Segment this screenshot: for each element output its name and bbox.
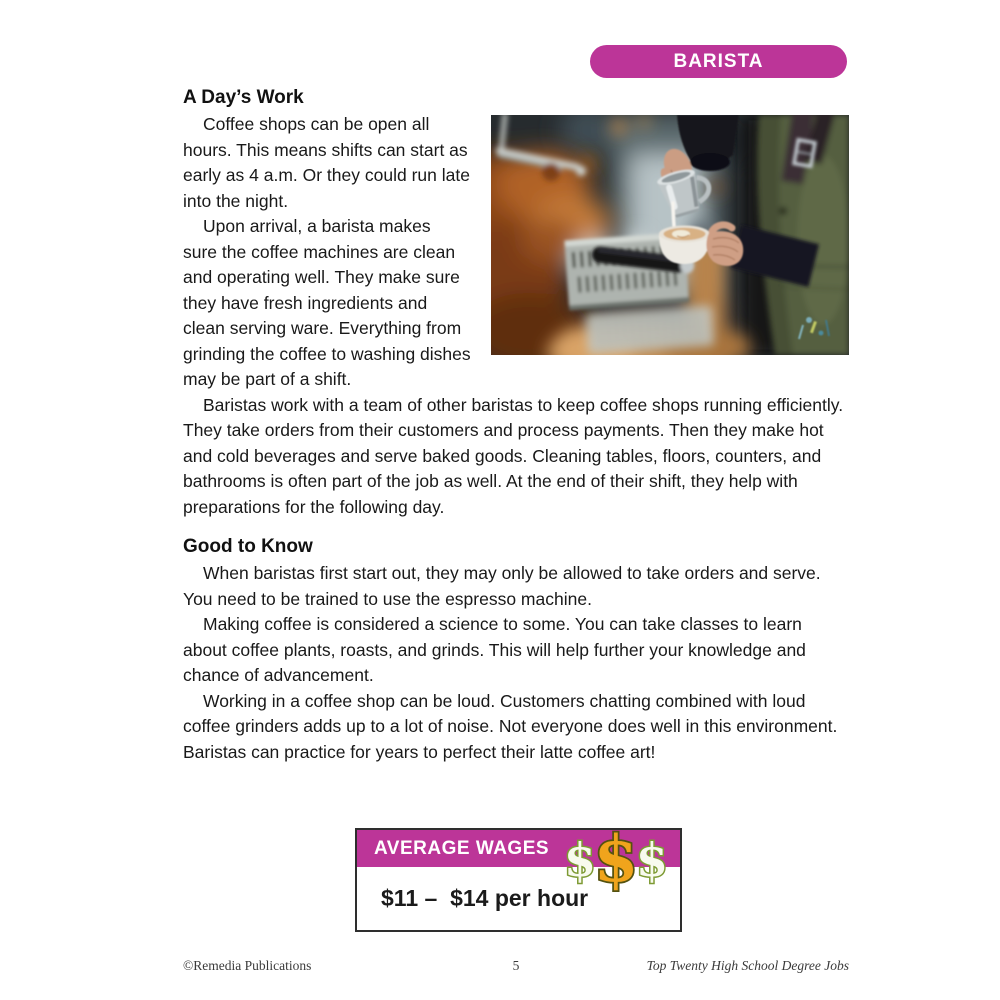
dollar-sign-glyph: $: [563, 833, 597, 887]
barista-photo-illustration: [491, 115, 849, 355]
text-line: Baristas can practice for years to perfect their latte coffee art!: [183, 741, 656, 762]
text-line: Baristas work with a team of other baristas to keep coffee shops running efficiently.: [203, 394, 844, 415]
text-line: coffee grinders adds up to a lot of noise. Not everyone does well in this environment.: [183, 716, 838, 736]
text-line: bathrooms is often part of the job as well. At the end of their shift, they help with: [183, 471, 798, 491]
text-line: Upon arrival, a barista makes: [203, 216, 431, 236]
paragraph: [183, 689, 849, 766]
page-footer: [183, 958, 849, 976]
job-title-label: BARISTA: [673, 50, 764, 72]
text-line: they have fresh ingredients and: [183, 292, 428, 313]
text-line: preparations for the following day.: [183, 496, 445, 517]
text-line: and cold beverages and serve baked goods. Cleaning tables, floors, counters, and: [183, 445, 822, 466]
average-wages-header: [357, 822, 680, 897]
text-line: Working in a coffee shop can be loud. Customers chatting combined with loud: [203, 690, 806, 711]
dollar-sign-glyph: $: [593, 822, 639, 897]
section-heading-good-to-know: Good to Know: [183, 536, 313, 557]
text-line: They take orders from their customers and process payments. Then they make hot: [183, 420, 824, 440]
dollar-sign-glyph: $: [635, 833, 669, 887]
text-line: and operating well. They make sure: [183, 267, 460, 287]
text-line: grinding the coffee to washing dishes: [183, 343, 471, 364]
text-line: Coffee shops can be open all: [203, 114, 430, 134]
text-line: You need to be trained to use the espresso machine.: [183, 588, 592, 609]
text-line: chance of advancement.: [183, 665, 374, 685]
wage-range-value: $11 – $14 per hour: [381, 885, 589, 911]
article: [183, 86, 849, 765]
paragraph: [183, 393, 849, 521]
section-heading-days-work: A Day’s Work: [183, 87, 304, 108]
average-wages-box: [355, 822, 682, 932]
text-line: When baristas first start out, they may only be allowed to take orders and serve.: [203, 563, 821, 583]
barista-photo: [491, 115, 849, 355]
text-line: about coffee plants, roasts, and grinds. This will help further your knowledge and: [183, 639, 806, 660]
publisher-credit: ©Remedia Publications: [183, 958, 312, 973]
book-title: Top Twenty High School Degree Jobs: [646, 958, 849, 973]
text-line: early as 4 a.m. Or they could run late: [183, 165, 470, 185]
text-line: into the night.: [183, 190, 289, 211]
text-line: Making coffee is considered a science to some. You can take classes to learn: [203, 614, 802, 634]
text-line: clean serving ware. Everything from: [183, 318, 462, 338]
page-number: 5: [512, 958, 520, 973]
paragraph: [183, 561, 849, 612]
text-line: may be part of a shift.: [183, 369, 352, 389]
text-line: sure the coffee machines are clean: [183, 241, 456, 262]
text-line: hours. This means shifts can start as: [183, 139, 468, 160]
job-title-badge: [590, 45, 847, 78]
average-wages-title: AVERAGE WAGES: [374, 837, 550, 859]
paragraph: [183, 612, 849, 689]
